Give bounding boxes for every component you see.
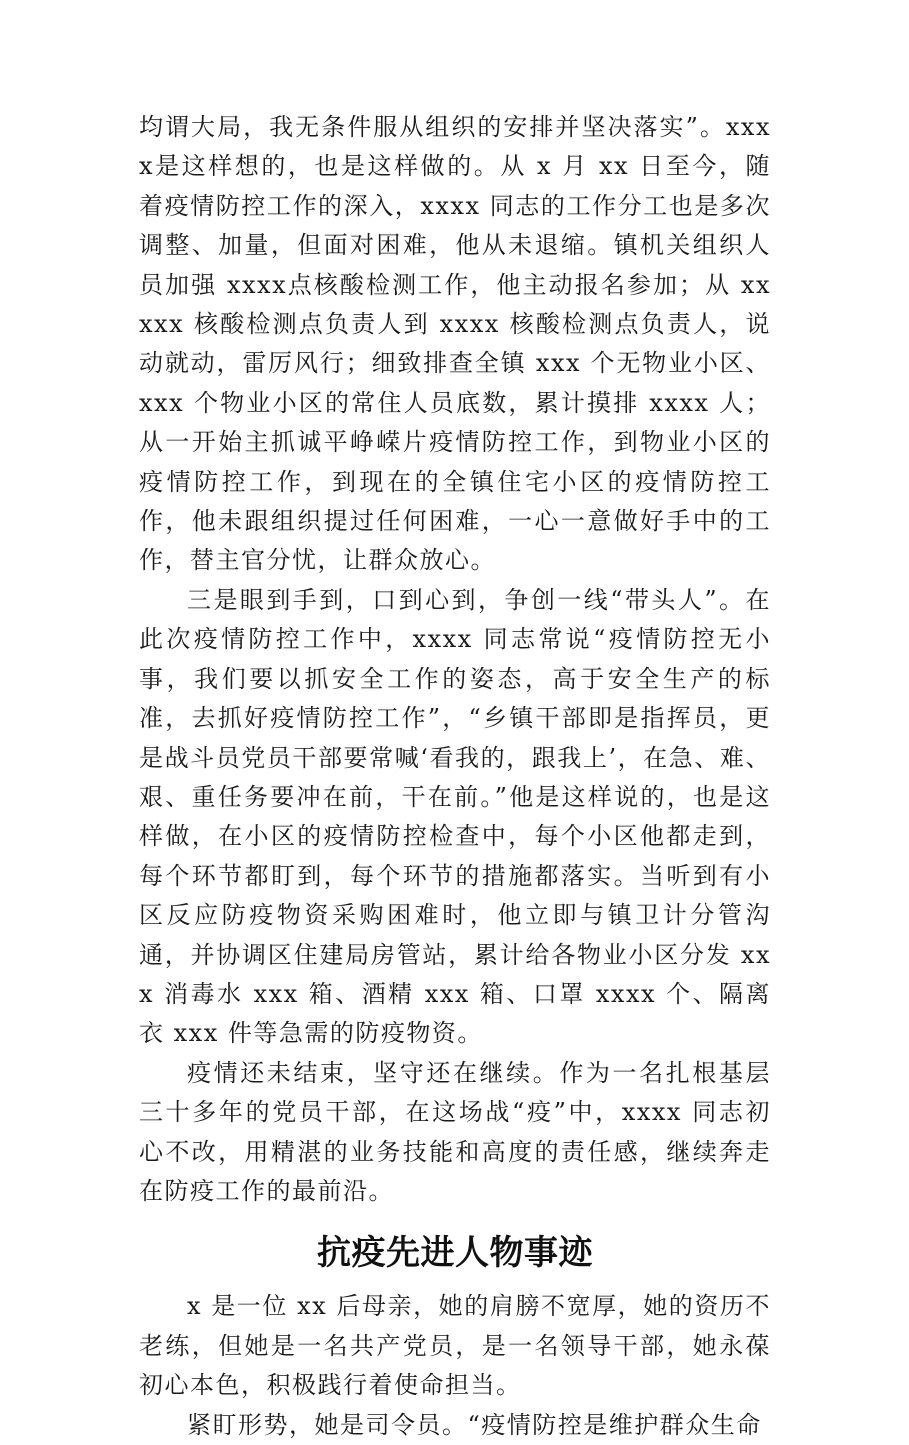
document-page <box>139 108 771 1445</box>
body-paragraph-intro: x 是一位 xx 后母亲，她的肩膀不宽厚，她的资历不老练，但她是一名共产党员，是一名领导干部，她永葆初心本色，积极践行着使命担当。 <box>139 1292 771 1400</box>
section-heading: 抗疫先进人物事迹 <box>317 1233 593 1274</box>
body-paragraph-commander: 紧盯形势，她是司令员。“疫情防控是维护群众生命 <box>187 1410 762 1439</box>
body-paragraph-conclusion: 疫情还未结束，坚守还在继续。作为一名扎根基层三十多年的党员干部，在这场战“疫”中，xxxx 同志初心不改，用精湛的业务技能和高度的责任感，继续奔走在防疫工作的最前沿。 <box>139 1058 771 1205</box>
body-paragraph-leading-role: 三是眼到手到，口到心到，争创一线“带头人”。在此次疫情防控工作中，xxxx 同志常说“疫情防控无小事，我们要以抓安全工作的姿态，高于安全生产的标准，去抓好疫情防控工作”，“乡镇干部即是指挥员，更是战斗员党员干部要常喊‘看我的，跟我上’，在急、难、艰、重任务要冲在前，干在前。”他是这样说的，也是这样做，在小区的疫情防控检查中，每个小区他都走到，每个环节都盯到，每个环节的措施都落实。当听到有小区反应防疫物资采购困难时，他立即与镇卫计分管沟通，并协调区住建局房管站，累计给各物业小区分发 xxx 消毒水 xxx 箱、酒精 xxx 箱、口罩 xxxx 个、隔离衣 xxx 件等急需的防疫物资。 <box>139 585 771 1048</box>
body-paragraph-continued: 均谓大局，我无条件服从组织的安排并坚决落实”。xxxx是这样想的，也是这样做的。从 x 月 xx 日至今，随着疫情防控工作的深入，xxxx 同志的工作分工也是多次调整、加量，但面对困难，他从未退缩。镇机关组织人员加强 xxxx点核酸检测工作，他主动报名参加；从 xxxxx 核酸检测点负责人到 xxxx 核酸检测点负责人，说动就动，雷厉风行；细致排查全镇 xxx 个无物业小区、xxx 个物业小区的常住人员底数，累计摸排 xxxx 人；从一开始主抓诚平峥嵘片疫情防控工作，到物业小区的疫情防控工作，到现在的全镇住宅小区的疫情防控工作，他未跟组织提过任何困难，一心一意做好手中的工作，替主官分忧，让群众放心。 <box>139 113 771 575</box>
